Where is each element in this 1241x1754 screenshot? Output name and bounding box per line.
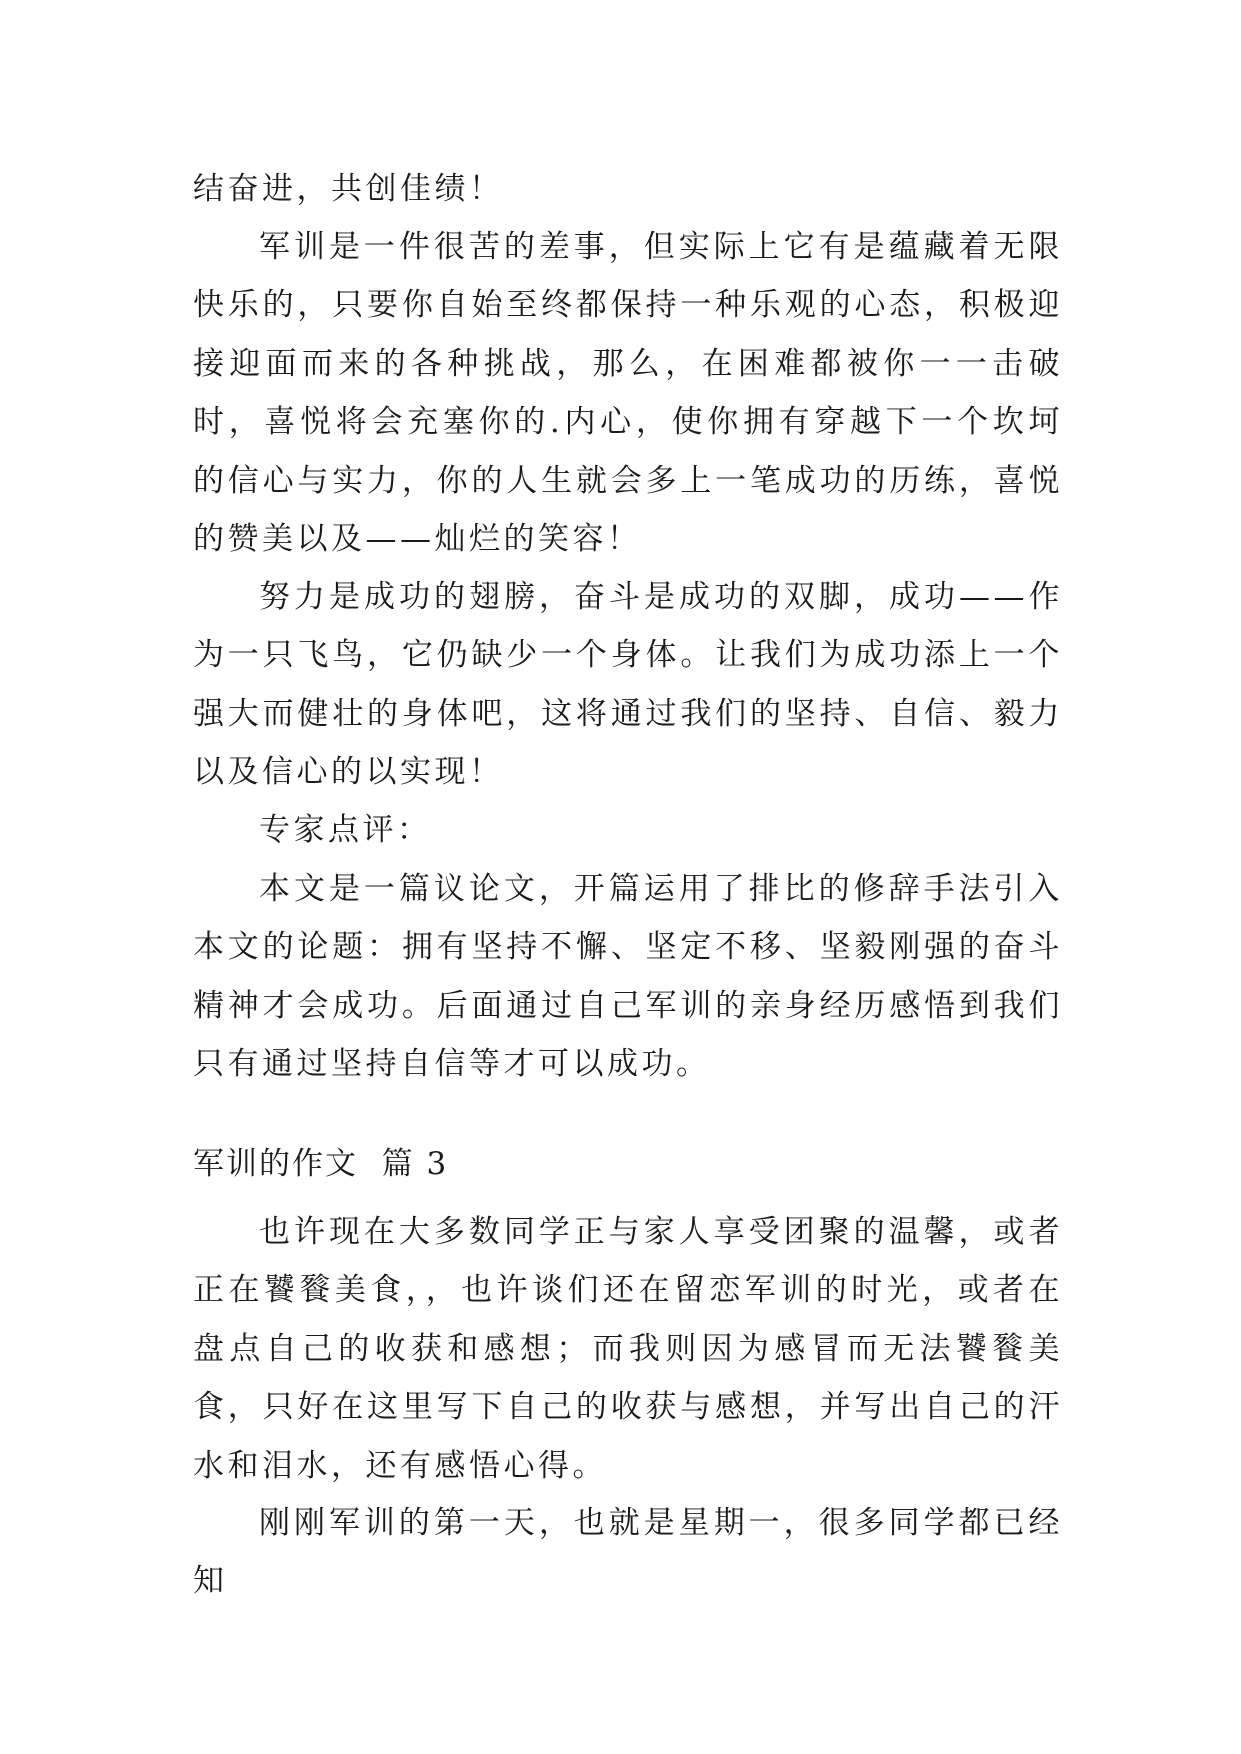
paragraph-continuation: 结奋进，共创佳绩！ xyxy=(193,171,504,207)
paragraph-expert-comment-label: 专家点评： xyxy=(259,812,432,848)
section-heading: 军训的作文 篇 3 xyxy=(193,1146,449,1182)
paragraph-section3-intro: 也许现在大多数同学正与家人享受团聚的温馨，或者正在饕餮美食，，也许谈们还在留恋军训的时光，或者在盘点自己的收获和感想；而我则因为感冒而无法饕餮美食，只好在这里写下自己的收获与感想，并写出自己的汗水和泪水，还有感悟心得。 xyxy=(193,1214,1063,1484)
paragraph-effort-success: 努力是成功的翅膀，奋斗是成功的双脚，成功——作为一只飞鸟，它仍缺少一个身体。让我们为成功添上一个强大而健壮的身体吧，这将通过我们的坚持、自信、毅力以及信心的以实现！ xyxy=(193,579,1063,791)
paragraph-first-day: 刚刚军训的第一天，也就是星期一，很多同学都已经知 xyxy=(193,1505,1063,1600)
paragraph-expert-comment: 本文是一篇议论文，开篇运用了排比的修辞手法引入本文的论题：拥有坚持不懈、坚定不移、坚毅刚强的奋斗精神才会成功。后面通过自己军训的亲身经历感悟到我们只有通过坚持自信等才可以成功。 xyxy=(193,871,1063,1083)
paragraph-military-training-joy: 军训是一件很苦的差事，但实际上它有是蕴藏着无限快乐的，只要你自始至终都保持一种乐观的心态，积极迎接迎面而来的各种挑战，那么，在困难都被你一一击破时，喜悦将会充塞你的.内心，使你拥有穿越下一个坎坷的信心与实力，你的人生就会多上一笔成功的历练，喜悦的赞美以及——灿烂的笑容！ xyxy=(193,229,1063,558)
